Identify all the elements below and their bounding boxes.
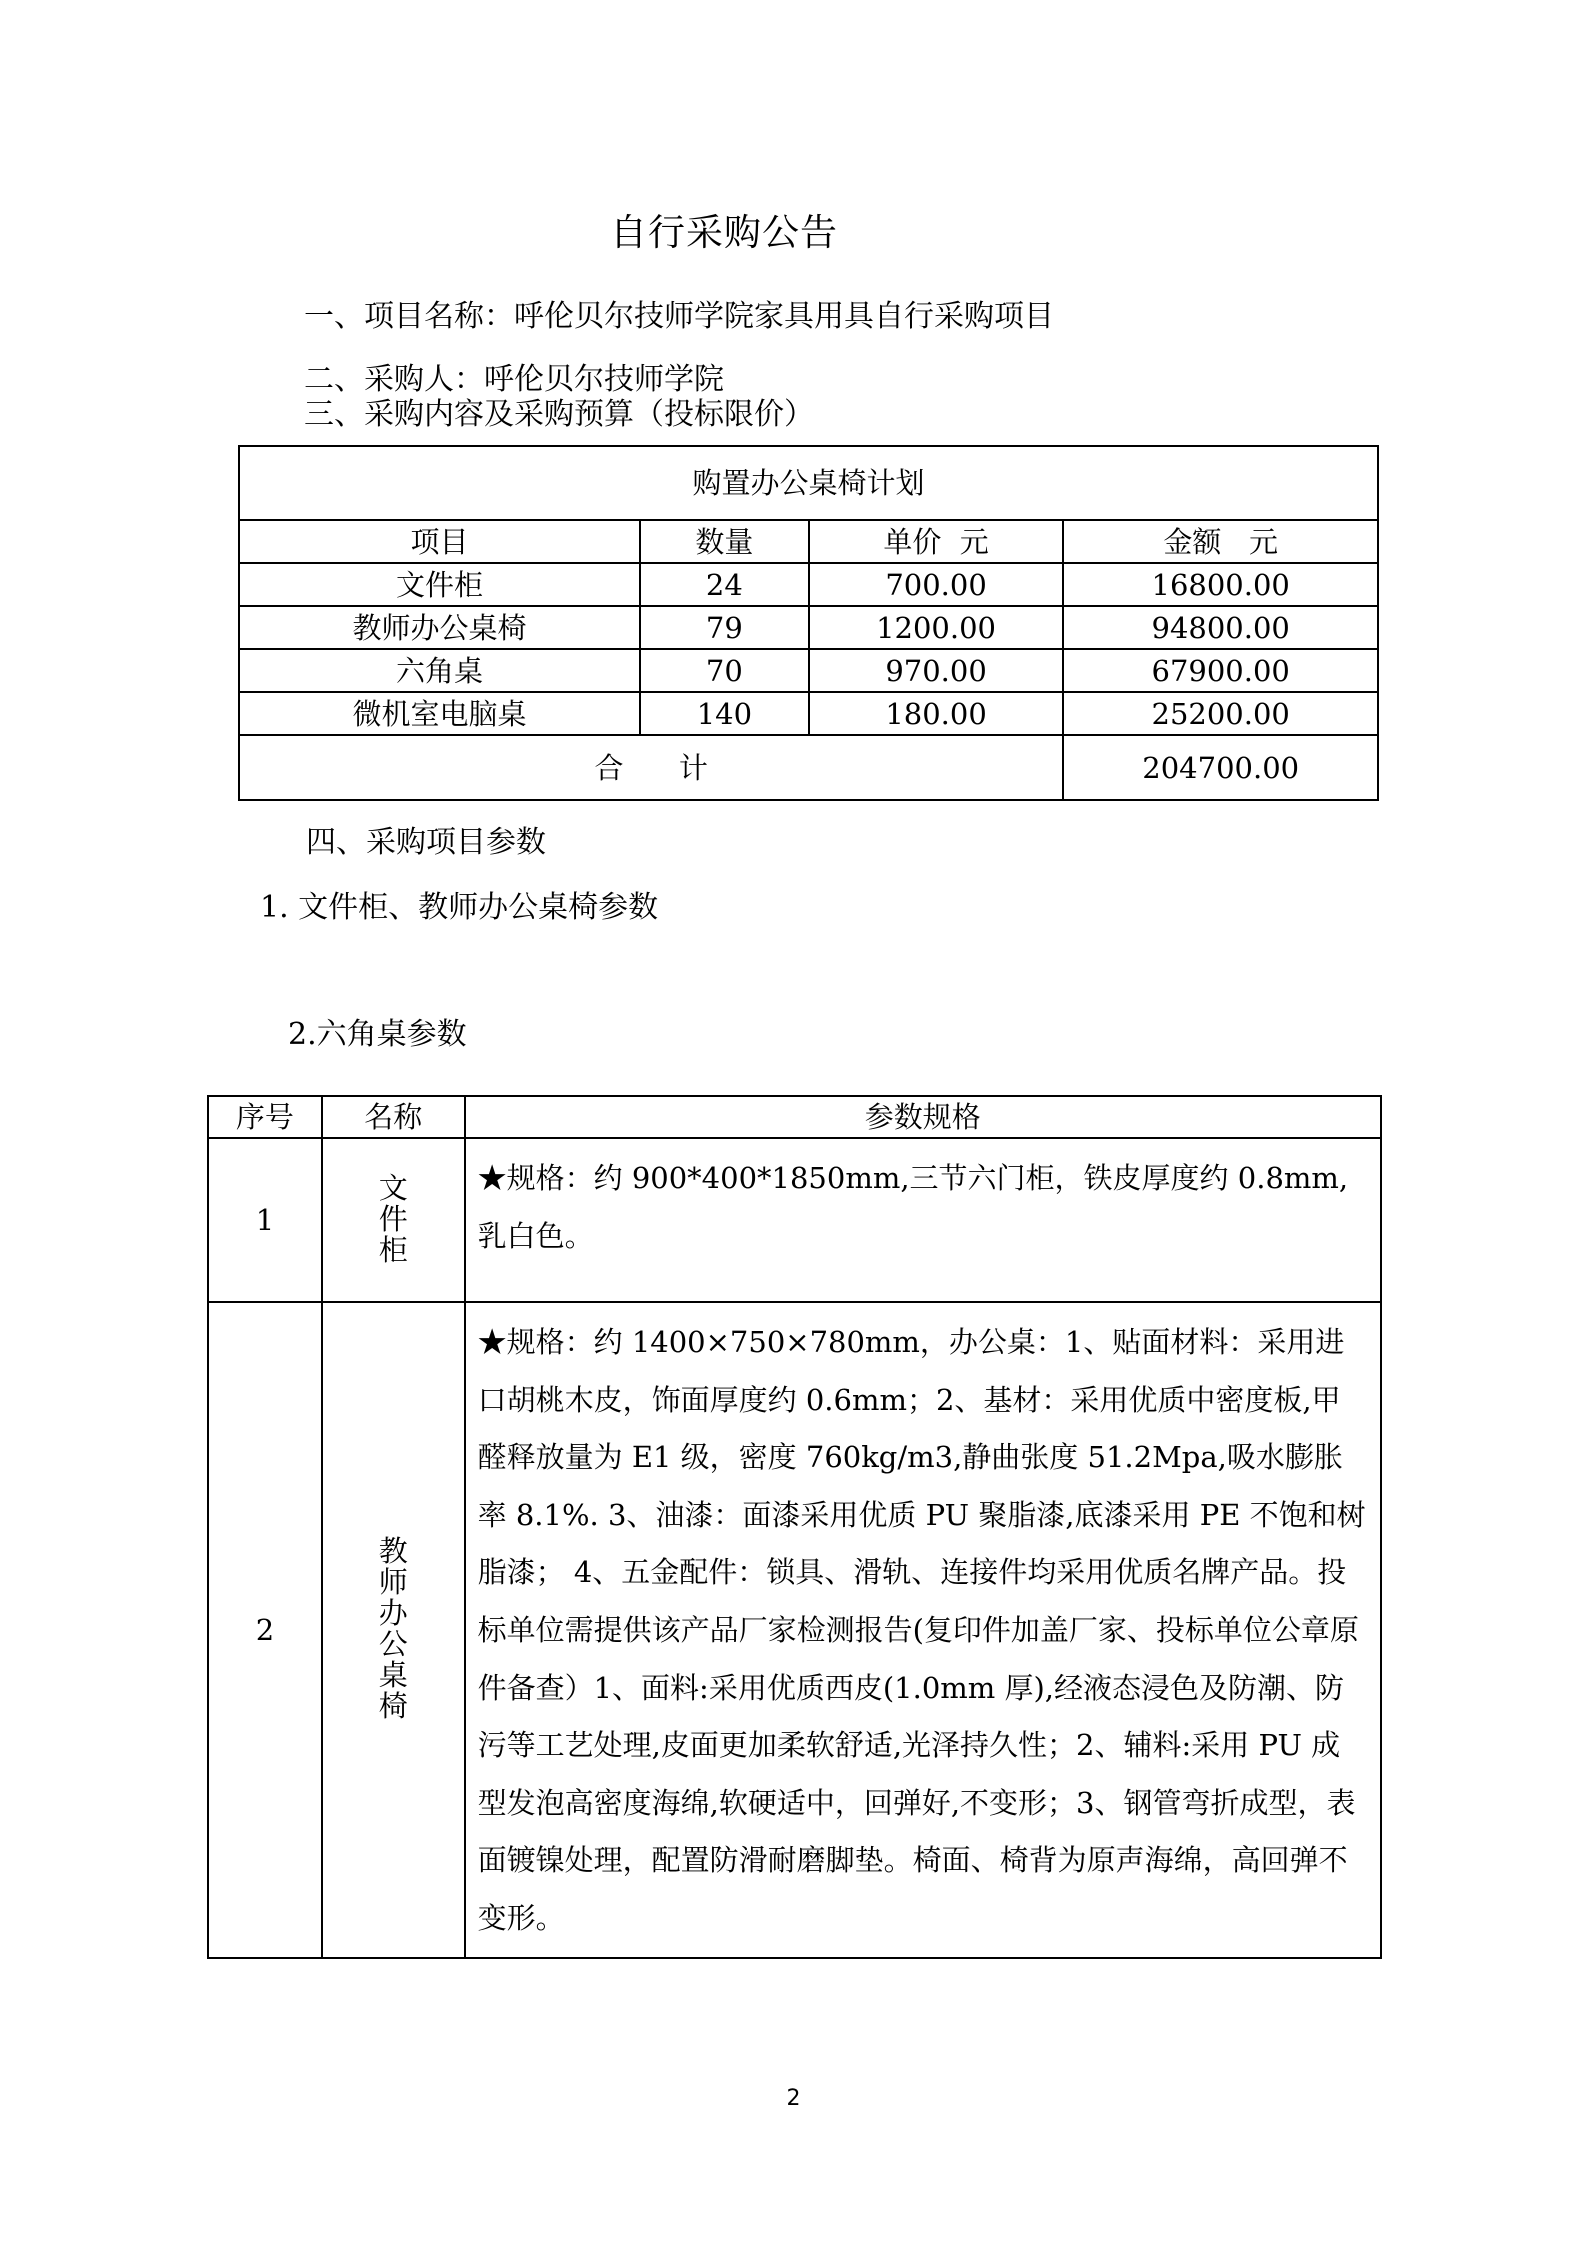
cell-name — [322, 1138, 465, 1302]
header-qty: 数量 — [640, 520, 809, 563]
header-unit-price: 单价 元 — [809, 520, 1064, 563]
cell-name-text: 文件柜 — [378, 1170, 408, 1267]
total-amount: 204700.00 — [1063, 735, 1378, 800]
spec-table — [207, 1095, 1382, 1959]
cell-item: 文件柜 — [239, 563, 640, 606]
cell-no: 2 — [208, 1302, 322, 1958]
total-label: 合 计 — [239, 735, 1063, 800]
table-row — [239, 649, 1378, 692]
budget-table-header — [239, 520, 1378, 563]
page-number: 2 — [786, 2086, 801, 2111]
cell-unit-price: 700.00 — [809, 563, 1064, 606]
page-title: 自行采购公告 — [610, 211, 838, 254]
cell-unit-price: 970.00 — [809, 649, 1064, 692]
budget-table — [238, 445, 1379, 801]
total-row — [239, 735, 1378, 800]
header-no: 序号 — [208, 1096, 322, 1138]
cell-spec: ★规格：约 1400×750×780mm，办公桌：1、贴面材料：采用进口胡桃木皮，饰面厚度约 0.6mm；2、基材：采用优质中密度板,甲醛释放量为 E1 级，密度 760kg/m3,静曲张度 51.2Mpa,吸水膨胀率 8.1%. 3、油漆：面漆采用优质 PU 聚脂漆,底漆采用 PE 不饱和树脂漆； 4、五金配件：锁具、滑轨、连接件均采用优质名牌产品。投标单位需提供该产品厂家检测报告(复印件加盖厂家、投标单位公章原件备查）1、面料:采用优质西皮(1.0mm 厚),经液态浸色及防潮、防污等工艺处理,皮面更加柔软舒适,光泽持久性；2、辅料:采用 PU 成型发泡高密度海绵,软硬适中，回弹好,不变形；3、钢管弯折成型，表面镀镍处理，配置防滑耐磨脚垫。椅面、椅背为原声海绵，高回弹不变形。 — [465, 1302, 1381, 1958]
header-amount: 金额 元 — [1063, 520, 1378, 563]
cell-item: 教师办公桌椅 — [239, 606, 640, 649]
cell-spec: ★规格：约 900*400*1850mm,三节六门柜，铁皮厚度约 0.8mm,乳白色。 — [465, 1138, 1381, 1302]
cell-qty: 70 — [640, 649, 809, 692]
table-row — [239, 692, 1378, 735]
cell-qty: 79 — [640, 606, 809, 649]
subsection-cabinet-desk-params: 1. 文件柜、教师办公桌椅参数 — [260, 890, 659, 925]
header-name: 名称 — [322, 1096, 465, 1138]
cell-qty: 140 — [640, 692, 809, 735]
table-row — [239, 563, 1378, 606]
budget-table-caption: 购置办公桌椅计划 — [239, 446, 1378, 520]
cell-amount: 94800.00 — [1063, 606, 1378, 649]
section-purchaser: 二、采购人：呼伦贝尔技师学院 — [304, 362, 724, 397]
section-parameters: 四、采购项目参数 — [306, 825, 546, 860]
cell-item: 微机室电脑桌 — [239, 692, 640, 735]
subsection-hexagonal-table-params: 2.六角桌参数 — [288, 1017, 467, 1052]
table-row — [208, 1138, 1381, 1302]
header-item: 项目 — [239, 520, 640, 563]
table-row — [239, 606, 1378, 649]
cell-no: 1 — [208, 1138, 322, 1302]
cell-unit-price: 1200.00 — [809, 606, 1064, 649]
cell-qty: 24 — [640, 563, 809, 606]
table-row — [208, 1302, 1381, 1958]
cell-item: 六角桌 — [239, 649, 640, 692]
section-procurement-budget: 三、采购内容及采购预算（投标限价） — [304, 397, 814, 432]
cell-amount: 67900.00 — [1063, 649, 1378, 692]
cell-amount: 16800.00 — [1063, 563, 1378, 606]
spec-table-header — [208, 1096, 1381, 1138]
header-spec: 参数规格 — [465, 1096, 1381, 1138]
cell-amount: 25200.00 — [1063, 692, 1378, 735]
cell-name-text: 教师办公桌椅 — [378, 1534, 408, 1723]
cell-unit-price: 180.00 — [809, 692, 1064, 735]
cell-name — [322, 1302, 465, 1958]
section-project-name: 一、项目名称：呼伦贝尔技师学院家具用具自行采购项目 — [304, 299, 1054, 334]
